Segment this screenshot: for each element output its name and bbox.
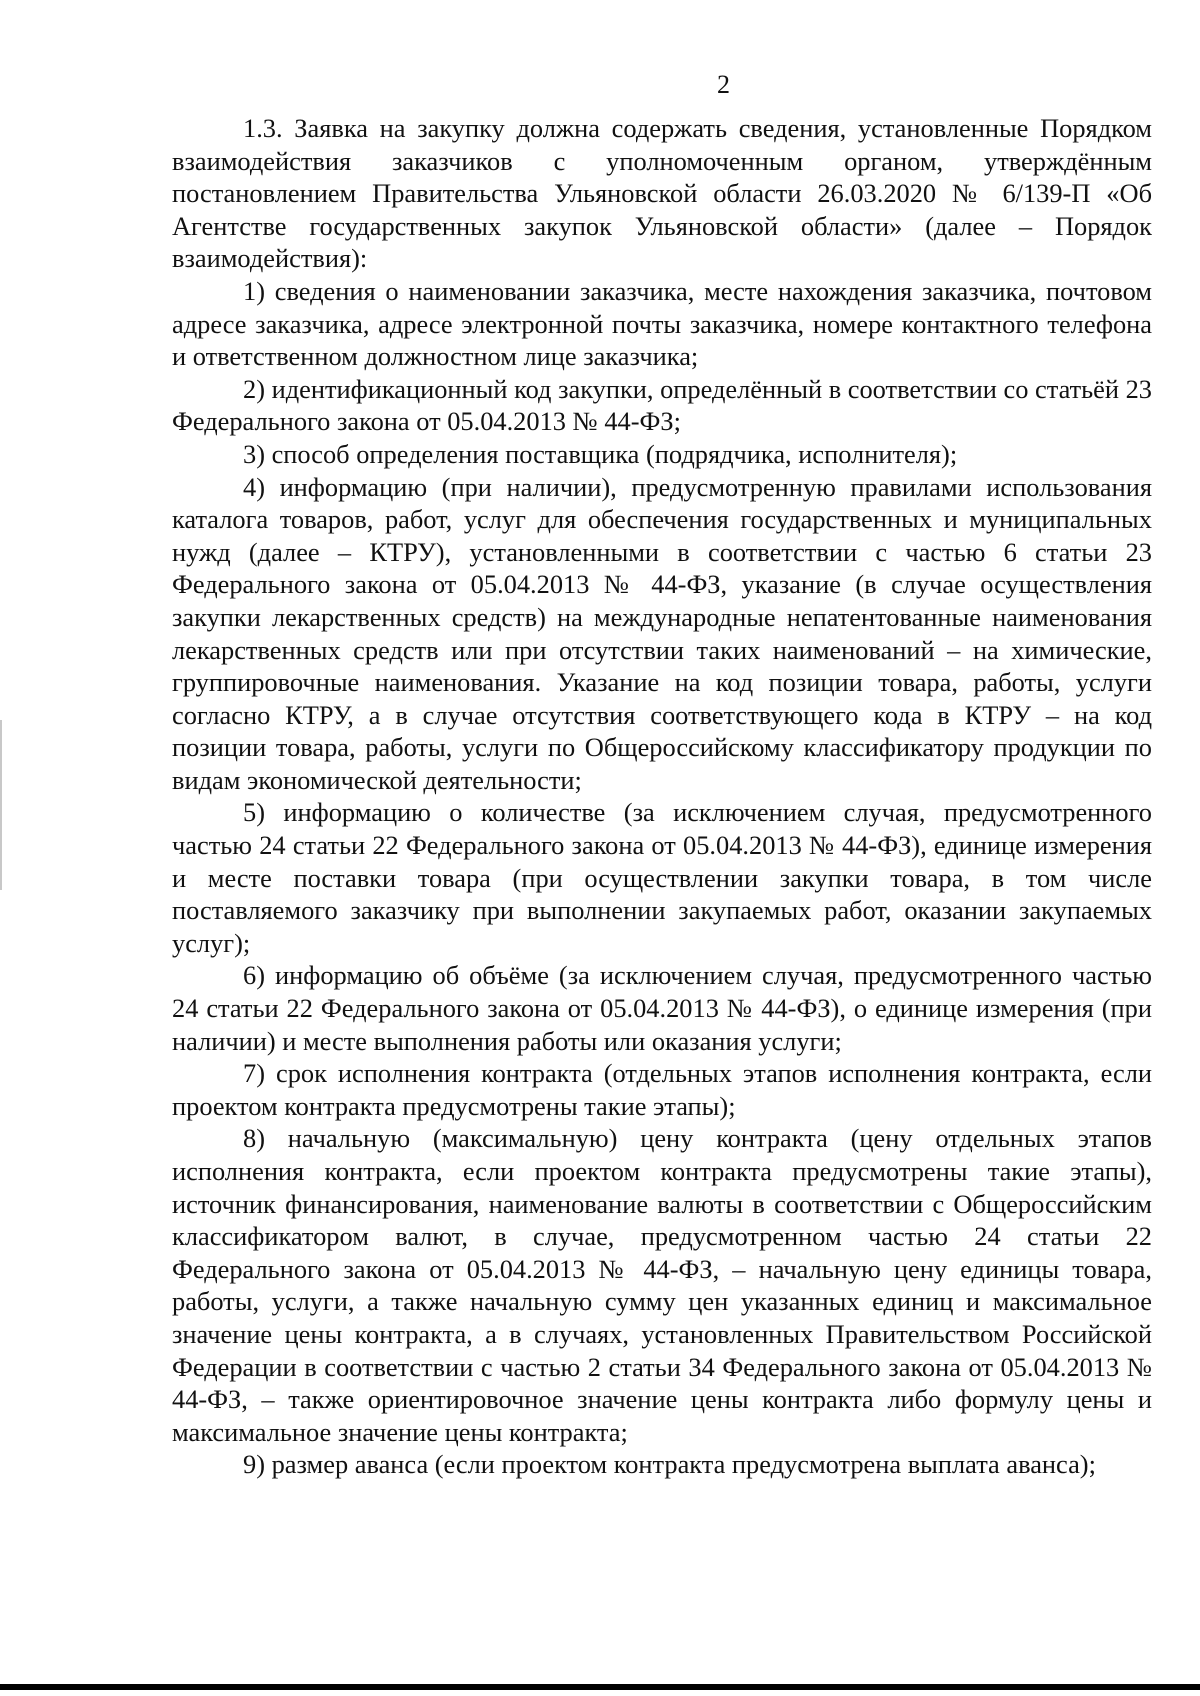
paragraph-1-3: 1.3. Заявка на закупку должна содержать сведения, установленные Порядком взаимодействия заказчиков с уполномоченным органом, утверждённым постановлением Правительства Ульяновской области 26.03.2020 № 6/139-П «Об Агентстве государственных закупок Ульяновской области» (далее – Порядок взаимодействия): <box>172 113 1152 274</box>
scan-bottom-edge <box>0 1684 1200 1690</box>
page-number-text: 2 <box>717 70 730 99</box>
list-item-9: 9) размер аванса (если проектом контракта предусмотрена выплата аванса); <box>243 1449 1096 1480</box>
list-item-3: 3) способ определения поставщика (подрядчика, исполнителя); <box>243 438 958 469</box>
list-item-8: 8) начальную (максимальную) цену контракта (цену отдельных этапов исполнения контракта, если проектом контракта предусмотрены такие этапы), источник финансирования, наименование валюты в соответствии с Общероссийским классификатором валют, в случае, предусмотренном частью 24 статьи 22 Федерального закона от 05.04.2013 № 44-ФЗ, – начальную цену единицы товара, работы, услуги, а также начальную сумму цен указанных единиц и максимальное значение цены контракта, а в случаях, установленных Правительством Российской Федерации в соответствии с частью 2 статьи 34 Федерального закона от 05.04.2013 № 44-ФЗ, – также ориентировочное значение цены контракта либо формулу цены и максимальное значение цены контракта; <box>172 1123 1152 1447</box>
list-item-5: 5) информацию о количестве (за исключением случая, предусмотренного частью 24 статьи 22 Федерального закона от 05.04.2013 № 44-ФЗ), единице измерения и месте поставки товара (при осуществлении закупки товара, в том числе поставляемого заказчику при выполнении закупаемых работ, оказании закупаемых услуг); <box>172 797 1152 958</box>
document-body <box>172 112 1152 1481</box>
list-item-7: 7) срок исполнения контракта (отдельных этапов исполнения контракта, если проектом контракта предусмотрены такие этапы); <box>172 1058 1152 1121</box>
list-item-2: 2) идентификационный код закупки, определённый в соответствии со статьёй 23 Федерального закона от 05.04.2013 № 44-ФЗ; <box>172 373 1152 437</box>
scan-edge-mark <box>0 720 2 890</box>
list-item-4: 4) информацию (при наличии), предусмотренную правилами использования каталога товаров, работ, услуг для обеспечения государственных и муниципальных нужд (далее – КТРУ), установленными в соответствии с частью 6 статьи 23 Федерального закона от 05.04.2013 № 44-ФЗ, указание (в случае осуществления закупки лекарственных средств) на международные непатентованные наименования лекарственных средств или при отсутствии таких наименований – на химические, группировочные наименования. Указание на код позиции товара, работы, услуги согласно КТРУ, а в случае отсутствия соответствующего кода в КТРУ – на код позиции товара, работы, услуги по Общероссийскому классификатору продукции по видам экономической деятельности; <box>172 471 1152 795</box>
list-item-6: 6) информацию об объёме (за исключением случая, предусмотренного частью 24 статьи 22 Федерального закона от 05.04.2013 № 44-ФЗ), о единице измерения (при наличии) и месте выполнения работы или оказания услуги; <box>172 960 1152 1056</box>
list-item-1: 1) сведения о наименовании заказчика, месте нахождения заказчика, почтовом адресе заказчика, адресе электронной почты заказчика, номере контактного телефона и ответственном должностном лице заказчика; <box>172 275 1152 372</box>
